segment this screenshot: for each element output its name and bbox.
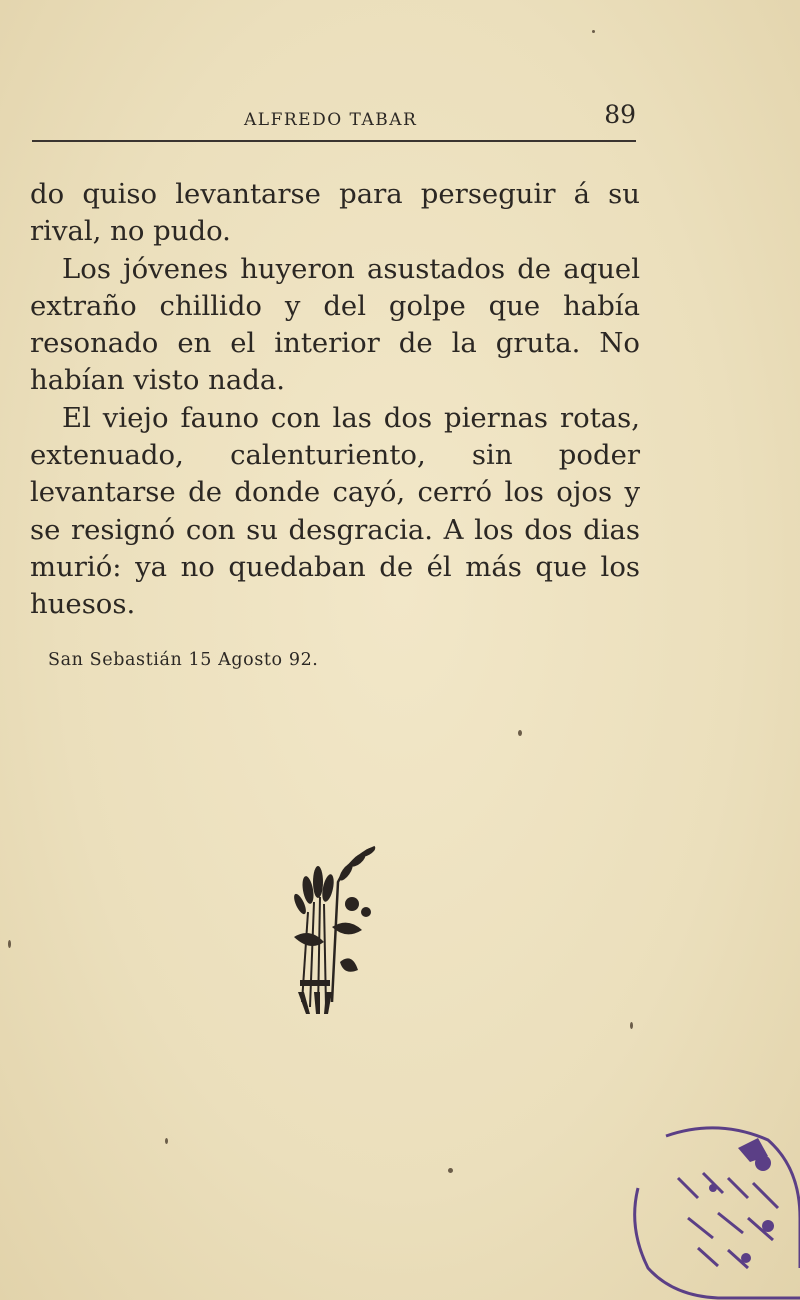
paper-speck <box>8 940 11 948</box>
running-head <box>32 96 636 142</box>
wheat-sheaf-icon <box>280 842 390 1014</box>
signature-dateline: San Sebastián 15 Agosto 92. <box>48 650 319 670</box>
paper-speck <box>592 30 595 33</box>
paper-speck <box>630 1022 633 1029</box>
paragraph-1: do quiso levantarse para perseguir á su rival, no pudo. <box>30 178 640 248</box>
body-text <box>30 176 640 624</box>
running-title: ALFREDO TABAR <box>244 110 418 130</box>
paper-speck <box>165 1138 168 1144</box>
page-number: 89 <box>604 100 636 129</box>
paragraph-3: El viejo fauno con las dos piernas rotas, extenuado, calenturiento, sin poder levantarse de donde cayó, cerró los ojos y se resignó con su desgracia. A los dos dias murió: ya no quedaban de él más que los huesos. <box>30 401 640 621</box>
paragraph-2: Los jóvenes huyeron asustados de aquel extraño chillido y del golpe que había resonado en el interior de la gruta. No habían visto nada. <box>30 252 640 397</box>
paper-speck <box>448 1168 453 1173</box>
library-stamp-icon <box>618 1118 800 1300</box>
paper-speck <box>518 730 522 736</box>
